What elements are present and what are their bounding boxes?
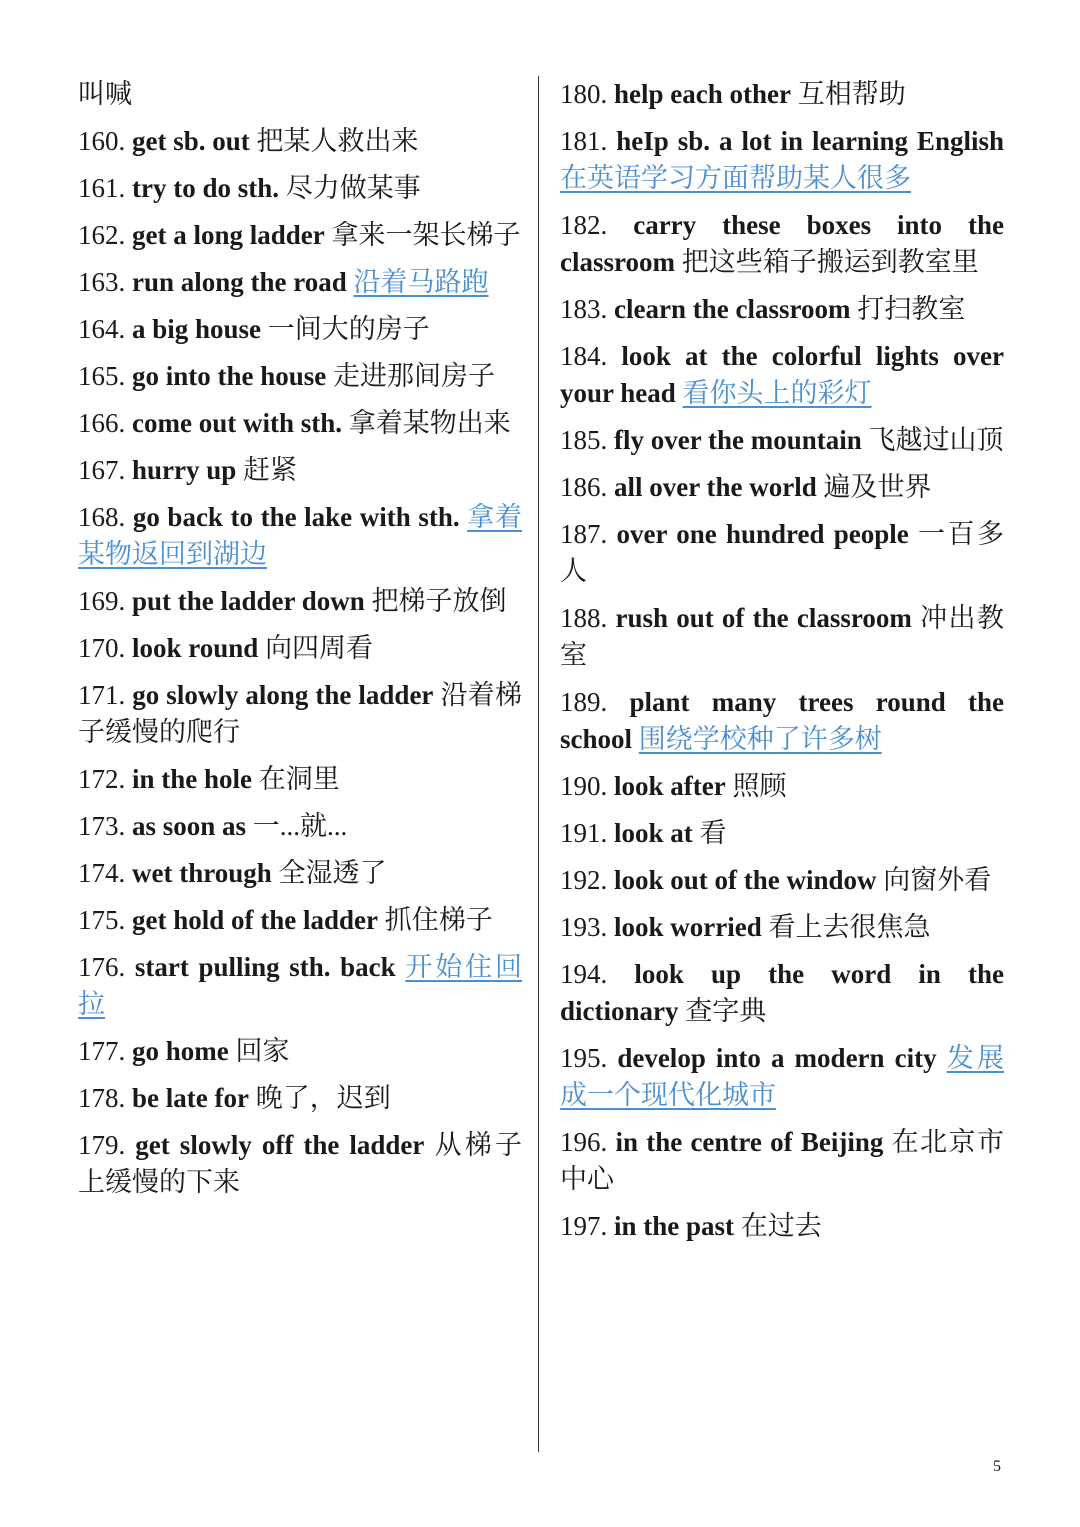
vocab-entry [78, 761, 522, 798]
chinese-translation: 晚了，迟到 [255, 1083, 391, 1113]
chinese-translation: 拿着某物出来 [348, 408, 511, 438]
english-phrase: run along the road [132, 267, 347, 297]
english-phrase: look at the colorful lights over your head [560, 341, 1005, 408]
entry-number: 190. [560, 771, 608, 801]
chinese-translation: 抓住梯子 [384, 905, 493, 935]
vocab-entry [560, 909, 1004, 946]
vocab-entry [560, 862, 1004, 899]
english-phrase: plant many trees round the school [560, 687, 1005, 754]
vocab-entry [560, 815, 1004, 852]
english-phrase: be late for [132, 1083, 249, 1113]
entry-number: 181. [560, 126, 608, 156]
english-phrase: get a long ladder [132, 220, 325, 250]
chinese-translation: 看 [699, 818, 727, 848]
entry-number: 180. [560, 79, 608, 109]
vocab-entry [78, 76, 522, 113]
chinese-translation: 查字典 [685, 996, 767, 1026]
english-phrase: in the hole [132, 764, 253, 794]
chinese-translation: 一百多人 [560, 519, 1005, 586]
english-phrase: all over the world [614, 472, 817, 502]
entry-number: 191. [560, 818, 608, 848]
chinese-translation: 走进那间房子 [333, 361, 496, 391]
entry-number: 177. [78, 1036, 126, 1066]
vocab-entry [560, 684, 1004, 758]
vocab-entry [560, 1040, 1004, 1114]
right-column [560, 76, 1004, 1255]
vocab-entry [560, 956, 1004, 1030]
english-phrase: look round [132, 633, 259, 663]
chinese-translation: 把某人救出来 [256, 126, 419, 156]
entry-number: 178. [78, 1083, 126, 1113]
entry-number: 194. [560, 959, 608, 989]
english-phrase: put the ladder down [132, 586, 365, 616]
english-phrase: look out of the window [614, 865, 877, 895]
entry-number: 192. [560, 865, 608, 895]
english-phrase: rush out of the classroom [615, 603, 912, 633]
entry-number: 179. [78, 1130, 126, 1160]
entry-number: 186. [560, 472, 608, 502]
entry-number: 195. [560, 1043, 608, 1073]
vocab-entry [78, 1127, 522, 1201]
vocab-entry [560, 123, 1004, 197]
entry-number: 176. [78, 952, 126, 982]
vocab-entry [560, 291, 1004, 328]
vocab-entry [78, 583, 522, 620]
vocab-entry [78, 123, 522, 160]
vocab-entry [560, 207, 1004, 281]
entry-number: 173. [78, 811, 126, 841]
chinese-translation: 从梯子上缓慢的下来 [78, 1130, 523, 1197]
entry-number: 169. [78, 586, 126, 616]
entry-number: 193. [560, 912, 608, 942]
english-phrase: look after [614, 771, 726, 801]
vocab-entry [560, 600, 1004, 674]
chinese-translation: 打扫教室 [857, 294, 966, 324]
english-phrase: clearn the classroom [614, 294, 851, 324]
vocab-entry [78, 677, 522, 751]
english-phrase: heIp sb. a lot in learning English [616, 126, 1004, 156]
english-phrase: fly over the mountain [614, 425, 862, 455]
chinese-translation-link[interactable]: 看你头上的彩灯 [682, 378, 872, 408]
vocab-entry [560, 338, 1004, 412]
chinese-translation-link[interactable]: 拿着某物返回到湖边 [78, 502, 523, 569]
english-phrase: go into the house [132, 361, 327, 391]
vocab-entry [560, 422, 1004, 459]
vocab-entry [560, 469, 1004, 506]
vocab-entry [78, 949, 522, 1023]
chinese-translation: 全湿透了 [278, 858, 387, 888]
chinese-translation: 在北京市中心 [560, 1127, 1005, 1194]
chinese-translation: 叫喊 [78, 79, 132, 109]
chinese-translation: 在过去 [740, 1211, 822, 1241]
vocab-entry [78, 170, 522, 207]
chinese-translation-link[interactable]: 发展成一个现代化城市 [560, 1043, 1005, 1110]
chinese-translation-link[interactable]: 开始住回拉 [78, 952, 523, 1019]
english-phrase: go home [132, 1036, 229, 1066]
vocab-entry [78, 630, 522, 667]
page-number: 5 [993, 1458, 1001, 1475]
english-phrase: get sb. out [132, 126, 250, 156]
entry-number: 174. [78, 858, 126, 888]
entry-number: 197. [560, 1211, 608, 1241]
vocab-entry [560, 76, 1004, 113]
chinese-translation: 冲出教室 [560, 603, 1004, 670]
vocab-entry [78, 311, 522, 348]
entry-number: 196. [560, 1127, 608, 1157]
chinese-translation-link[interactable]: 在英语学习方面帮助某人很多 [560, 163, 911, 193]
chinese-translation: 回家 [235, 1036, 290, 1066]
entry-number: 182. [560, 210, 608, 240]
chinese-translation: 飞越过山顶 [868, 425, 1004, 455]
vocab-entry [78, 855, 522, 892]
chinese-translation: 看上去很焦急 [768, 912, 931, 942]
column-divider [538, 76, 539, 1452]
left-column [78, 76, 522, 1211]
vocab-entry [78, 499, 522, 573]
chinese-translation: 尽力做某事 [285, 173, 421, 203]
vocab-entry [560, 1124, 1004, 1198]
vocab-entry [560, 768, 1004, 805]
chinese-translation: 互相帮助 [797, 79, 906, 109]
chinese-translation: 把这些箱子搬运到教室里 [681, 247, 979, 277]
vocab-entry [78, 405, 522, 442]
entry-number: 163. [78, 267, 126, 297]
chinese-translation: 把梯子放倒 [371, 586, 507, 616]
entry-number: 161. [78, 173, 126, 203]
english-phrase: help each other [614, 79, 791, 109]
english-phrase: look up the word in the dictionary [560, 959, 1004, 1026]
entry-number: 168. [78, 502, 126, 532]
chinese-translation: 一...就... [252, 811, 348, 841]
english-phrase: develop into a modern city [617, 1043, 937, 1073]
entry-number: 185. [560, 425, 608, 455]
vocab-entry [78, 358, 522, 395]
entry-number: 170. [78, 633, 126, 663]
vocab-entry [560, 1208, 1004, 1245]
chinese-translation: 赶紧 [243, 455, 298, 485]
english-phrase: try to do sth. [132, 173, 279, 203]
english-phrase: get slowly off the ladder [135, 1130, 425, 1160]
vocab-entry [78, 902, 522, 939]
chinese-translation-link[interactable]: 围绕学校种了许多树 [638, 724, 882, 754]
english-phrase: in the centre of Beijing [615, 1127, 884, 1157]
chinese-translation-link[interactable]: 沿着马路跑 [353, 267, 489, 297]
chinese-translation: 拿来一架长梯子 [331, 220, 521, 250]
entry-number: 183. [560, 294, 608, 324]
entry-number: 172. [78, 764, 126, 794]
english-phrase: start pulling sth. back [134, 952, 396, 982]
entry-number: 188. [560, 603, 608, 633]
entry-number: 165. [78, 361, 126, 391]
chinese-translation: 遍及世界 [823, 472, 932, 502]
english-phrase: look worried [614, 912, 762, 942]
vocab-entry [78, 1080, 522, 1117]
entry-number: 175. [78, 905, 126, 935]
entry-number: 167. [78, 455, 126, 485]
chinese-translation: 在洞里 [258, 764, 340, 794]
english-phrase: over one hundred people [616, 519, 909, 549]
english-phrase: go back to the lake with sth. [132, 502, 460, 532]
vocab-entry [78, 1033, 522, 1070]
chinese-translation: 照顾 [732, 771, 787, 801]
vocab-entry [78, 808, 522, 845]
english-phrase: wet through [132, 858, 272, 888]
entry-number: 171. [78, 680, 126, 710]
english-phrase: come out with sth. [132, 408, 342, 438]
english-phrase: in the past [614, 1211, 735, 1241]
english-phrase: hurry up [132, 455, 237, 485]
vocab-entry [78, 452, 522, 489]
english-phrase: get hold of the ladder [132, 905, 378, 935]
chinese-translation: 向四周看 [265, 633, 374, 663]
chinese-translation: 一间大的房子 [267, 314, 430, 344]
english-phrase: carry these boxes into the classroom [560, 210, 1004, 277]
entry-number: 189. [560, 687, 608, 717]
english-phrase: look at [614, 818, 693, 848]
english-phrase: a big house [132, 314, 262, 344]
vocab-entry [560, 516, 1004, 590]
entry-number: 187. [560, 519, 608, 549]
vocab-entry [78, 264, 522, 301]
entry-number: 162. [78, 220, 126, 250]
entry-number: 184. [560, 341, 608, 371]
english-phrase: as soon as [132, 811, 247, 841]
chinese-translation: 沿着梯子缓慢的爬行 [78, 680, 523, 747]
entry-number: 166. [78, 408, 126, 438]
entry-number: 164. [78, 314, 126, 344]
entry-number: 160. [78, 126, 126, 156]
chinese-translation: 向窗外看 [883, 865, 992, 895]
vocab-entry [78, 217, 522, 254]
english-phrase: go slowly along the ladder [132, 680, 434, 710]
